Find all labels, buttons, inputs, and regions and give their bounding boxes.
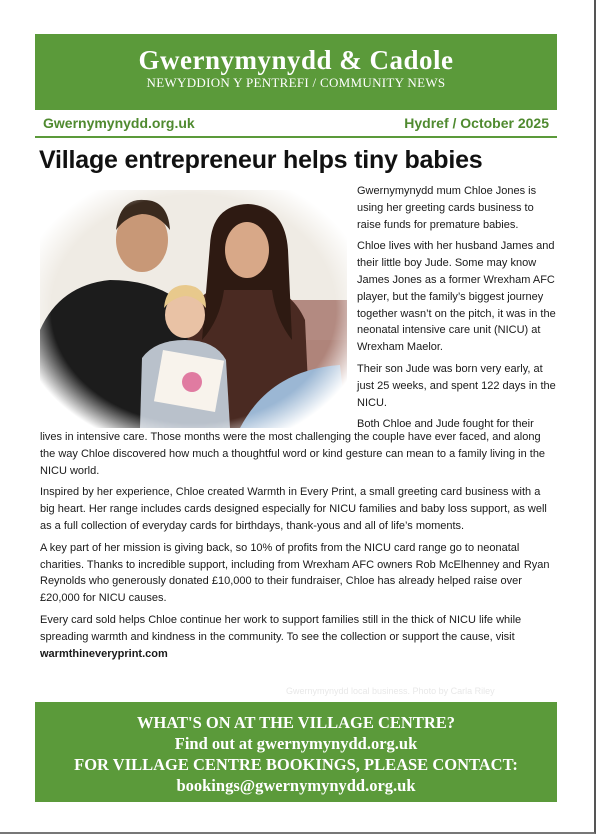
masthead-banner xyxy=(35,34,557,110)
column-paragraph: Gwernymynydd mum Chloe Jones is using her greeting cards business to raise funds for premature babies. xyxy=(357,185,537,231)
body-paragraph: Inspired by her experience, Chloe created Warmth in Every Print, a small greeting card business with a big heart. Her range includes cards designed especially for NICU families and baby loss support, as well as a full collection of everyday cards for birthdays, thank-yous and all of life’s moments. xyxy=(40,486,547,532)
masthead-subtitle: NEWYDDION Y PENTREFI / COMMUNITY NEWS xyxy=(146,75,446,90)
footer-line-email[interactable]: bookings@gwernymynydd.org.uk xyxy=(176,776,416,795)
article-body xyxy=(40,429,558,662)
column-paragraph: Both Chloe and Jude fought for their xyxy=(357,418,534,431)
issue-date: Hydref / October 2025 xyxy=(404,115,549,131)
article-column-text xyxy=(357,183,557,438)
body-paragraph: Every card sold helps Chloe continue her work to support families still in the thick of NICU life while spreading warmth and kindness in the community. To see the collection or support the cause, visit xyxy=(40,613,522,643)
family-photo xyxy=(40,190,347,428)
footer-line-website[interactable]: Find out at gwernymynydd.org.uk xyxy=(174,734,418,753)
business-website-link[interactable]: warmthineveryprint.com xyxy=(40,647,168,660)
footer-line-whats-on: WHAT'S ON AT THE VILLAGE CENTRE? xyxy=(136,713,456,732)
article-headline: Village entrepreneur helps tiny babies xyxy=(39,146,483,174)
body-paragraph: A key part of her mission is giving back, so 10% of profits from the NICU card range go to neonatal charities. Thanks to incredible support, including from Wrexham AFC owners Rob McElhenney and Ryan Reynolds who generously donated £10,000 to their fundraiser, Chloe has already helped raise over £20,000 for NICU causes. xyxy=(40,541,550,605)
footer-line-bookings: FOR VILLAGE CENTRE BOOKINGS, PLEASE CONTACT: xyxy=(74,755,518,774)
dateline xyxy=(35,112,557,138)
column-paragraph: Chloe lives with her husband James and their little boy Jude. Some may know James Jones as a former Wrexham AFC player, but the family’s biggest journey together wasn’t on the pitch, it was in the neonatal intensive care unit (NICU) at Wrexham Maelor. xyxy=(357,240,556,354)
photo-caption: Gwernymynydd local business. Photo by Carla Riley xyxy=(286,686,495,696)
website-link[interactable]: Gwernymynydd.org.uk xyxy=(43,115,195,131)
village-centre-banner xyxy=(35,702,557,802)
masthead-title: Gwernymynydd & Cadole xyxy=(138,45,454,75)
column-paragraph: Their son Jude was born very early, at just 25 weeks, and spent 122 days in the NICU. xyxy=(357,362,556,409)
body-paragraph: lives in intensive care. Those months were the most challenging the couple have ever faced, and along the way Chloe discovered how much a thoughtful word or kind gesture can mean to a family living in the NICU world. xyxy=(40,431,546,477)
